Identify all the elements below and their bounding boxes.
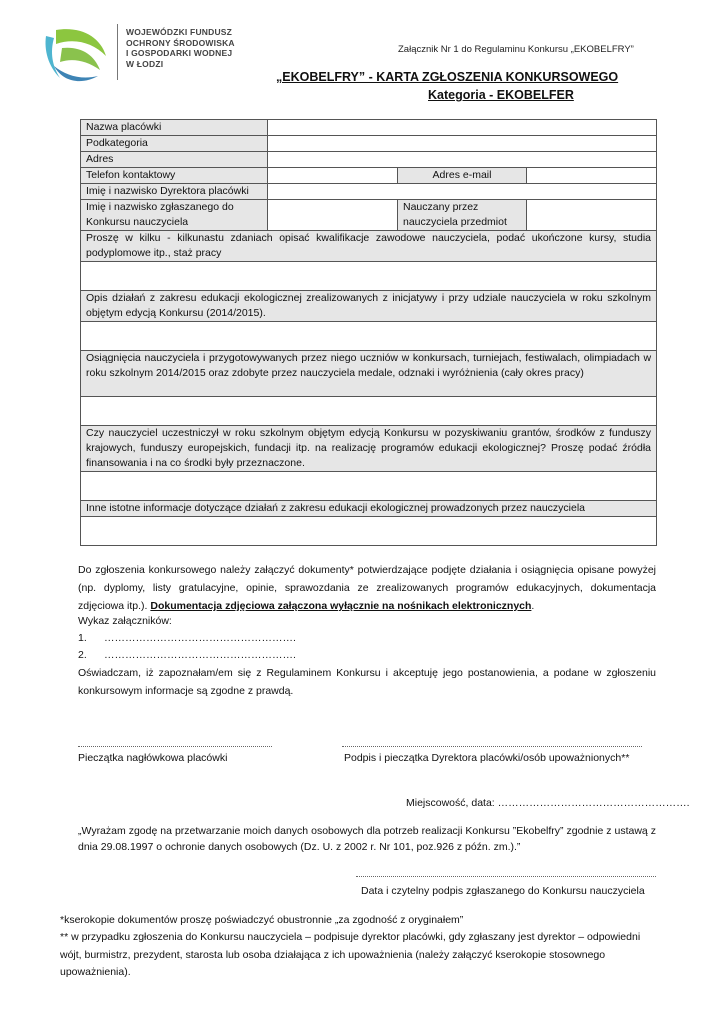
logo-text-line: OCHRONY ŚRODOWISKA bbox=[126, 37, 235, 48]
activities-answer-field[interactable] bbox=[81, 322, 657, 351]
attachment-item-2-number: 2. bbox=[78, 649, 87, 661]
subcategory-label: Podkategoria bbox=[81, 136, 268, 152]
form-row-q2 bbox=[81, 291, 657, 322]
email-label: Adres e-mail bbox=[398, 168, 527, 184]
director-label: Imię i nazwisko Dyrektora placówki bbox=[81, 184, 268, 200]
stamp-label: Pieczątka nagłówkowa placówki bbox=[78, 752, 228, 764]
grants-answer-field[interactable] bbox=[81, 472, 657, 501]
teacher-signature-line[interactable] bbox=[356, 876, 656, 877]
subject-label-line: nauczyciela przedmiot bbox=[403, 216, 507, 228]
email-field[interactable] bbox=[527, 168, 657, 184]
address-label: Adres bbox=[81, 152, 268, 168]
photo-documentation-note: Dokumentacja zdjęciowa załączona wyłącznie na nośnikach elektronicznych bbox=[150, 600, 532, 612]
attachment-note: Załącznik Nr 1 do Regulaminu Konkursu „EKOBELFRY” bbox=[398, 44, 634, 55]
phone-field[interactable] bbox=[268, 168, 398, 184]
director-signature-line[interactable] bbox=[342, 746, 642, 747]
attachment-item-1-field[interactable]: ………………………………………………. bbox=[104, 632, 296, 644]
form-row-subcategory bbox=[81, 136, 657, 152]
attachment-item-1-number: 1. bbox=[78, 632, 87, 644]
form-row-address bbox=[81, 152, 657, 168]
logo-text-line: WOJEWÓDZKI FUNDUSZ bbox=[126, 27, 233, 37]
form-category: Kategoria - EKOBELFER bbox=[428, 88, 574, 102]
form-row-q3 bbox=[81, 351, 657, 397]
director-signature-label: Podpis i pieczątka Dyrektora placówki/osób upoważnionych** bbox=[344, 752, 630, 764]
wfosigw-logo bbox=[40, 22, 110, 84]
teacher-name-label bbox=[81, 200, 268, 231]
attachments-list-title: Wykaz załączników: bbox=[78, 615, 172, 627]
qualifications-answer-field[interactable] bbox=[81, 262, 657, 291]
facility-name-label: Nazwa placówki bbox=[81, 120, 268, 136]
logo-divider bbox=[117, 24, 118, 80]
place-date-field[interactable]: Miejscowość, data: ………………………………………………. bbox=[406, 797, 690, 809]
form-row-contact bbox=[81, 168, 657, 184]
attachment-item-2-field[interactable]: ………………………………………………. bbox=[104, 649, 296, 661]
achievements-question: Osiągnięcia nauczyciela i przygotowywanych przez niego uczniów w konkursach, turniejach, festiwalach, olimpiadach w roku szkolnym 2014/2015 oraz zdobyte przez nauczyciela medale, odznaki i wyróżnienia (cały okres pracy) bbox=[81, 351, 657, 397]
data-processing-consent: „Wyrażam zgodę na przetwarzanie moich danych osobowych dla potrzeb realizacji Konkursu ”Ekobelfry” zgodnie z ustawą z dnia 29.08.1997 o ochronie danych osobowych (Dz. U. z 2002 r. Nr 101, poz.926 z późn. zm.).” bbox=[78, 825, 656, 853]
teacher-name-label-line: Imię i nazwisko zgłaszanego do bbox=[86, 201, 234, 213]
form-row-q4 bbox=[81, 426, 657, 472]
form-row-q5 bbox=[81, 501, 657, 517]
form-row-director bbox=[81, 184, 657, 200]
stamp-signature-line[interactable] bbox=[78, 746, 272, 747]
achievements-answer-field[interactable] bbox=[81, 397, 657, 426]
address-field[interactable] bbox=[268, 152, 657, 168]
footnote-signatory: ** w przypadku zgłoszenia do Konkursu nauczyciela – podpisuje dyrektor placówki, gdy zgłaszany jest dyrektor – odpowiedni wójt, burmistrz, prezydent, starosta lub osoba działająca z ich upoważnienia (należy załączyć kserokopie stosownego upoważnienia). bbox=[60, 931, 641, 978]
facility-name-field[interactable] bbox=[268, 120, 657, 136]
declaration-paragraph: Oświadczam, iż zapoznałam/em się z Regulaminem Konkursu i akceptuję jego postanowienia, a podane w zgłoszeniu konkursowym informacje są zgodne z prawdą. bbox=[78, 667, 656, 697]
director-field[interactable] bbox=[268, 184, 657, 200]
form-row-teacher bbox=[81, 200, 657, 231]
attachments-text: Do zgłoszenia konkursowego należy załączyć dokumenty* potwierdzające podjęte działania i osiągnięcia opisane powyżej (np. dyplomy, listy gratulacyjne, opinie, sprawozdania ze zrealizowanych programów edukacyjnych, dokumentacja zdjęciowa itp.). bbox=[78, 564, 656, 612]
attachments-end: . bbox=[531, 600, 535, 612]
attachments-paragraph bbox=[78, 561, 656, 615]
footnote-copies: *kserokopie dokumentów proszę poświadczyć obustronnie „za zgodność z oryginałem” bbox=[60, 914, 464, 926]
qualifications-question: Proszę w kilku - kilkunastu zdaniach opisać kwalifikacje zawodowe nauczyciela, podać ukończone kursy, studia podyplomowe itp., staż pracy bbox=[81, 231, 657, 262]
form-row-q1 bbox=[81, 231, 657, 262]
teacher-name-label-line: Konkursu nauczyciela bbox=[86, 216, 189, 228]
entry-form-table bbox=[80, 119, 657, 546]
teacher-name-field[interactable] bbox=[268, 200, 398, 231]
subcategory-field[interactable] bbox=[268, 136, 657, 152]
logo-text bbox=[126, 27, 235, 69]
other-info-answer-field[interactable] bbox=[81, 517, 657, 546]
form-title: „EKOBELFRY” - KARTA ZGŁOSZENIA KONKURSOWEGO bbox=[276, 70, 619, 84]
logo-text-line: W ŁODZI bbox=[126, 58, 164, 69]
activities-question: Opis działań z zakresu edukacji ekologicznej zrealizowanych z inicjatywy i przy udziale nauczyciela w roku szkolnym objętym edycją Konkursu (2014/2015). bbox=[81, 291, 657, 322]
phone-label: Telefon kontaktowy bbox=[81, 168, 268, 184]
grants-question: Czy nauczyciel uczestniczył w roku szkolnym objętym edycją Konkursu w pozyskiwaniu grantów, środków z funduszy krajowych, funduszy europejskich, fundacji itp. na realizację programów edukacji ekologicznej? Proszę podać źródła finansowania i na co środki były przeznaczone. bbox=[81, 426, 657, 472]
form-row-facility-name bbox=[81, 120, 657, 136]
subject-field[interactable] bbox=[527, 200, 657, 231]
teacher-signature-label: Data i czytelny podpis zgłaszanego do Konkursu nauczyciela bbox=[361, 885, 645, 897]
logo-text-line: I GOSPODARKI WODNEJ bbox=[126, 48, 233, 58]
other-info-question: Inne istotne informacje dotyczące działań z zakresu edukacji ekologicznej prowadzonych przez nauczyciela bbox=[81, 501, 657, 517]
subject-label-line: Nauczany przez bbox=[403, 201, 479, 213]
subject-label bbox=[398, 200, 527, 231]
